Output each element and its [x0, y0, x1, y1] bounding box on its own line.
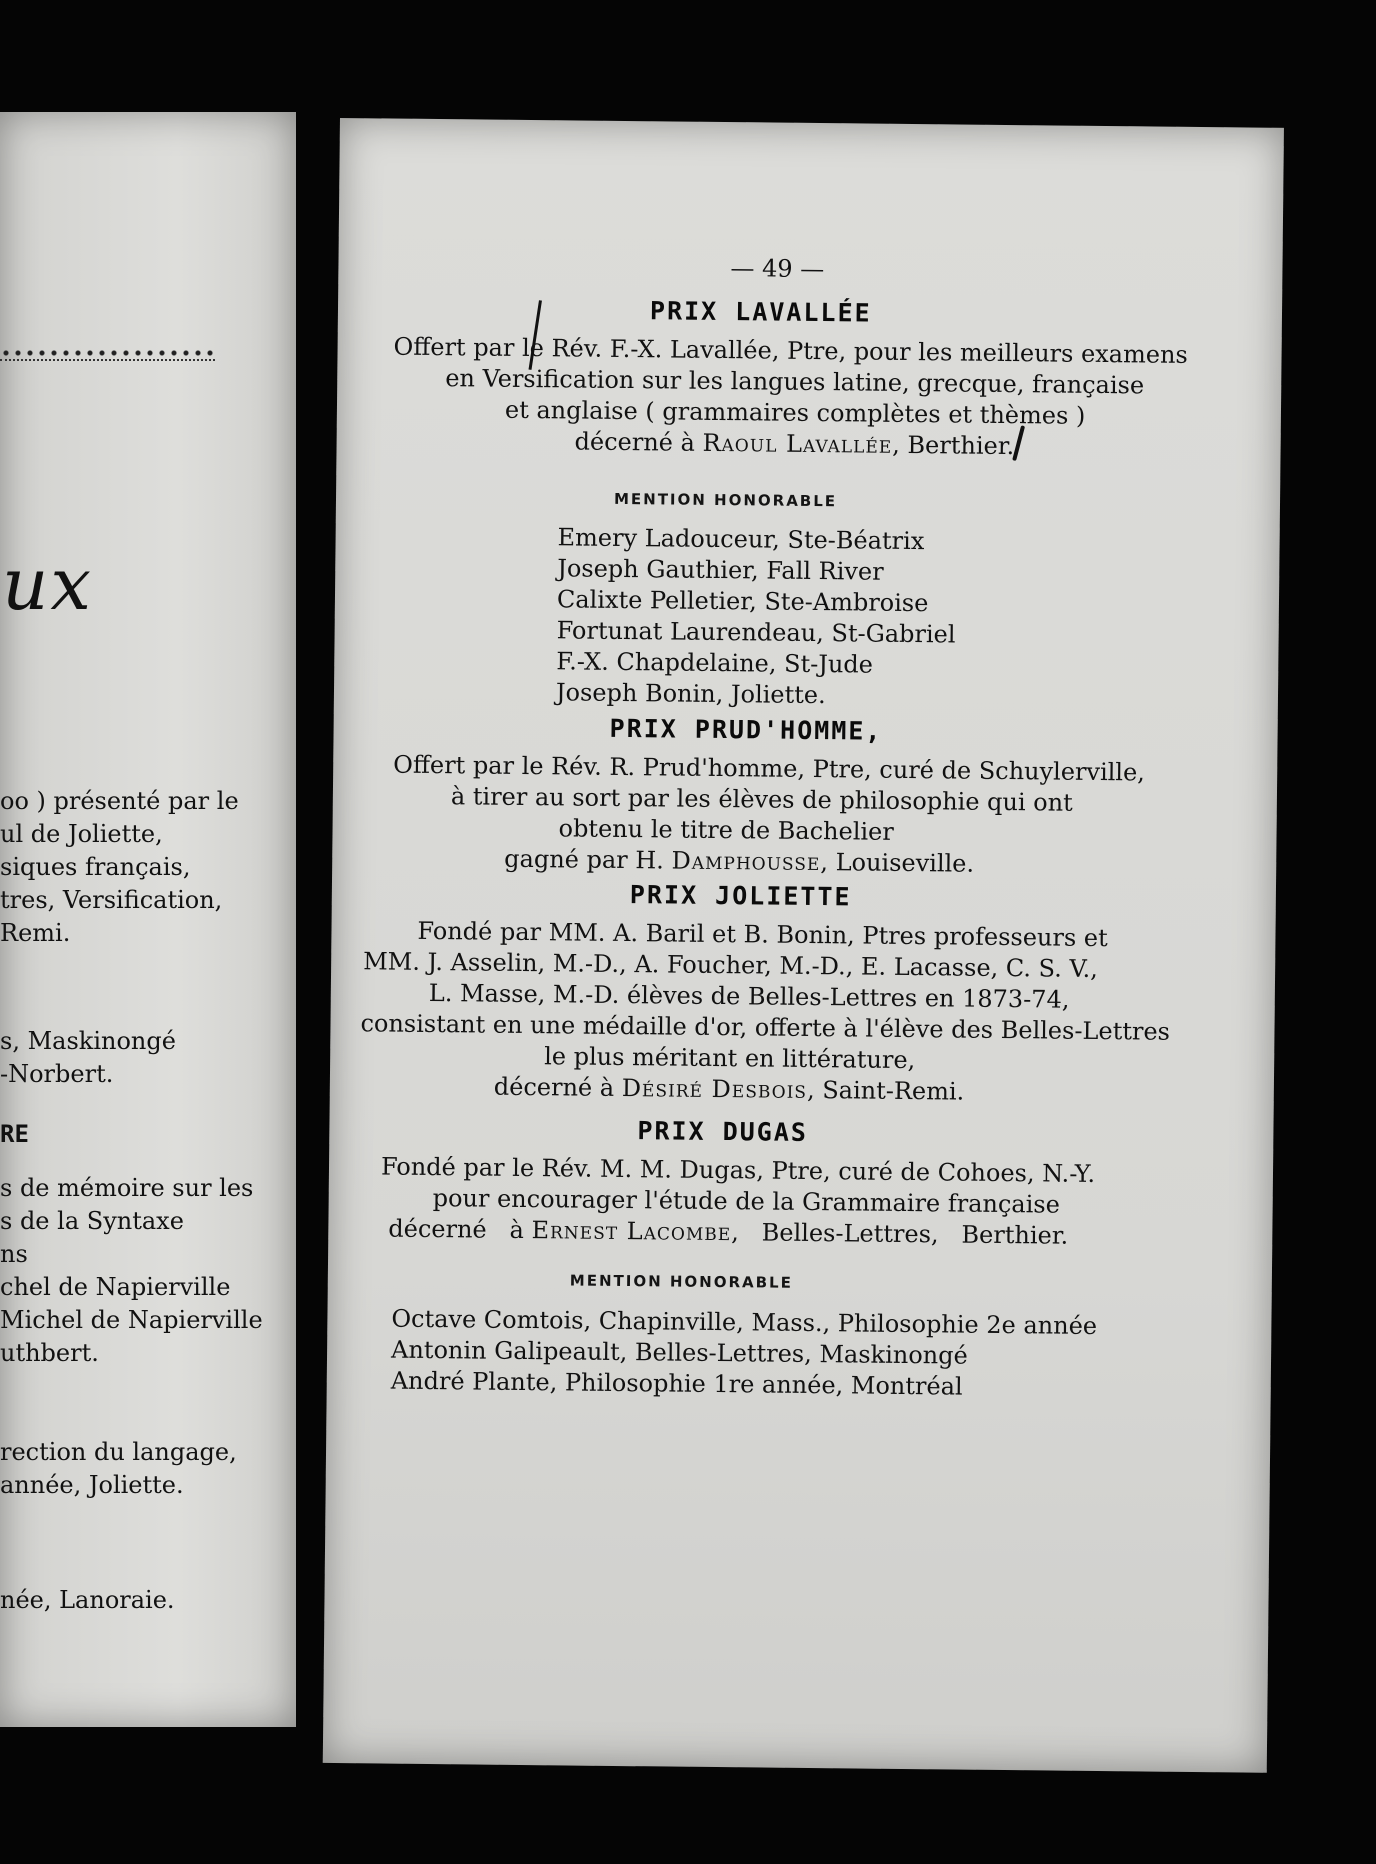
prix-prudhomme-title: PRIX PRUD'HOMME, [609, 713, 883, 746]
award-recipient: Raoul Lavallée [702, 428, 893, 459]
left-line: oo ) présenté par le [0, 787, 239, 815]
left-line: chel de Napierville [0, 1273, 231, 1301]
left-line: uthbert. [0, 1339, 99, 1367]
mention-item: Octave Comtois, Chapinville, Mass., Philosophie 2e année [391, 1304, 1098, 1340]
left-page [0, 112, 296, 1727]
left-line: rection du langage, [0, 1438, 237, 1466]
prix-joliette-line: le plus méritant en littérature, [544, 1042, 916, 1075]
left-line: s, Maskinongé [0, 1027, 176, 1055]
mention-item: Emery Ladouceur, Ste-Béatrix [557, 523, 925, 556]
award-recipient: Damphousse [671, 846, 821, 877]
award-prefix: décerné à [574, 427, 696, 457]
prix-dugas-award [388, 1215, 1068, 1250]
prix-lavallee-title: PRIX LAVALLÉE [649, 296, 872, 328]
mention-item: F.-X. Chapdelaine, St-Jude [556, 647, 874, 679]
prix-dugas-title: PRIX DUGAS [637, 1116, 809, 1147]
prix-joliette-title: PRIX JOLIETTE [629, 880, 852, 912]
left-line: Remi. [0, 919, 71, 947]
left-line: s de mémoire sur les [0, 1174, 254, 1202]
mention-item: André Plante, Philosophie 1re année, Montréal [390, 1366, 963, 1401]
right-page [323, 118, 1284, 1773]
mention-item: Antonin Galipeault, Belles-Lettres, Maskinongé [390, 1335, 968, 1370]
award-suffix: , Belles-Lettres, Berthier. [731, 1218, 1069, 1250]
prix-joliette-line: Fondé par MM. A. Baril et B. Bonin, Ptres professeurs et [417, 916, 1108, 953]
award-recipient: Désiré Desbois [621, 1074, 808, 1104]
mention-honorable-title: MENTION HONORABLE [613, 489, 838, 511]
left-line: ul de Joliette, [0, 820, 163, 848]
left-line: ns [0, 1240, 28, 1268]
prix-prudhomme-line: Offert par le Rév. R. Prud'homme, Ptre, curé de Schuylerville, [393, 750, 1146, 787]
prix-joliette-line: MM. J. Asselin, M.-D., A. Foucher, M.-D., E. Lacasse, C. S. V., [363, 947, 1099, 983]
prix-lavallee-line: Offert par le Rév. F.-X. Lavallée, Ptre, pour les meilleurs examens [393, 332, 1188, 369]
left-line: -Norbert. [0, 1060, 114, 1088]
mention-honorable-title: MENTION HONORABLE [569, 1271, 793, 1292]
left-line: Michel de Napierville [0, 1306, 263, 1334]
award-prefix: décerné à [493, 1072, 615, 1102]
left-heading-fragment: RE [0, 1120, 29, 1148]
award-suffix: , Louiseville. [820, 848, 975, 878]
page-number: — 49 — [730, 254, 825, 284]
award-suffix: , Berthier. [892, 430, 1015, 461]
left-line: siques français, [0, 853, 191, 881]
left-line: tres, Versification, [0, 886, 223, 914]
prix-joliette-award [494, 1073, 965, 1106]
prix-dugas-line: pour encourager l'étude de la Grammaire française [432, 1184, 1061, 1219]
award-prefix: gagné par H. [504, 844, 665, 875]
award-suffix: , Saint-Remi. [806, 1075, 965, 1106]
prix-prudhomme-line: à tirer au sort par les élèves de philosophie qui ont [450, 782, 1073, 817]
prix-prudhomme-award [504, 845, 974, 878]
prix-prudhomme-line: obtenu le titre de Bachelier [558, 814, 894, 846]
left-page-heading-fragment: ux [2, 542, 93, 626]
prix-lavallee-award [574, 427, 1014, 460]
award-recipient: Ernest Lacombe [531, 1216, 732, 1247]
award-prefix: décerné à [388, 1214, 525, 1244]
decorative-rule [0, 347, 215, 361]
prix-lavallee-line: et anglaise ( grammaires complètes et thèmes ) [504, 395, 1086, 430]
left-line: née, Lanoraie. [0, 1586, 175, 1614]
mention-item: Joseph Bonin, Joliette. [555, 678, 826, 710]
mention-item: Calixte Pelletier, Ste-Ambroise [556, 585, 929, 618]
mention-item: Joseph Gauthier, Fall River [557, 554, 884, 586]
prix-joliette-line: L. Masse, M.-D. élèves de Belles-Lettres en 1873-74, [428, 978, 1070, 1014]
mention-item: Fortunat Laurendeau, St-Gabriel [556, 616, 956, 649]
left-line: année, Joliette. [0, 1471, 184, 1499]
prix-dugas-line: Fondé par le Rév. M. M. Dugas, Ptre, curé de Cohoes, N.-Y. [380, 1152, 1096, 1188]
prix-joliette-line: consistant en une médaille d'or, offerte à l'élève des Belles-Lettres [360, 1009, 1171, 1046]
left-line: s de la Syntaxe [0, 1207, 184, 1235]
prix-lavallee-line: en Versification sur les langues latine, grecque, française [445, 364, 1145, 400]
